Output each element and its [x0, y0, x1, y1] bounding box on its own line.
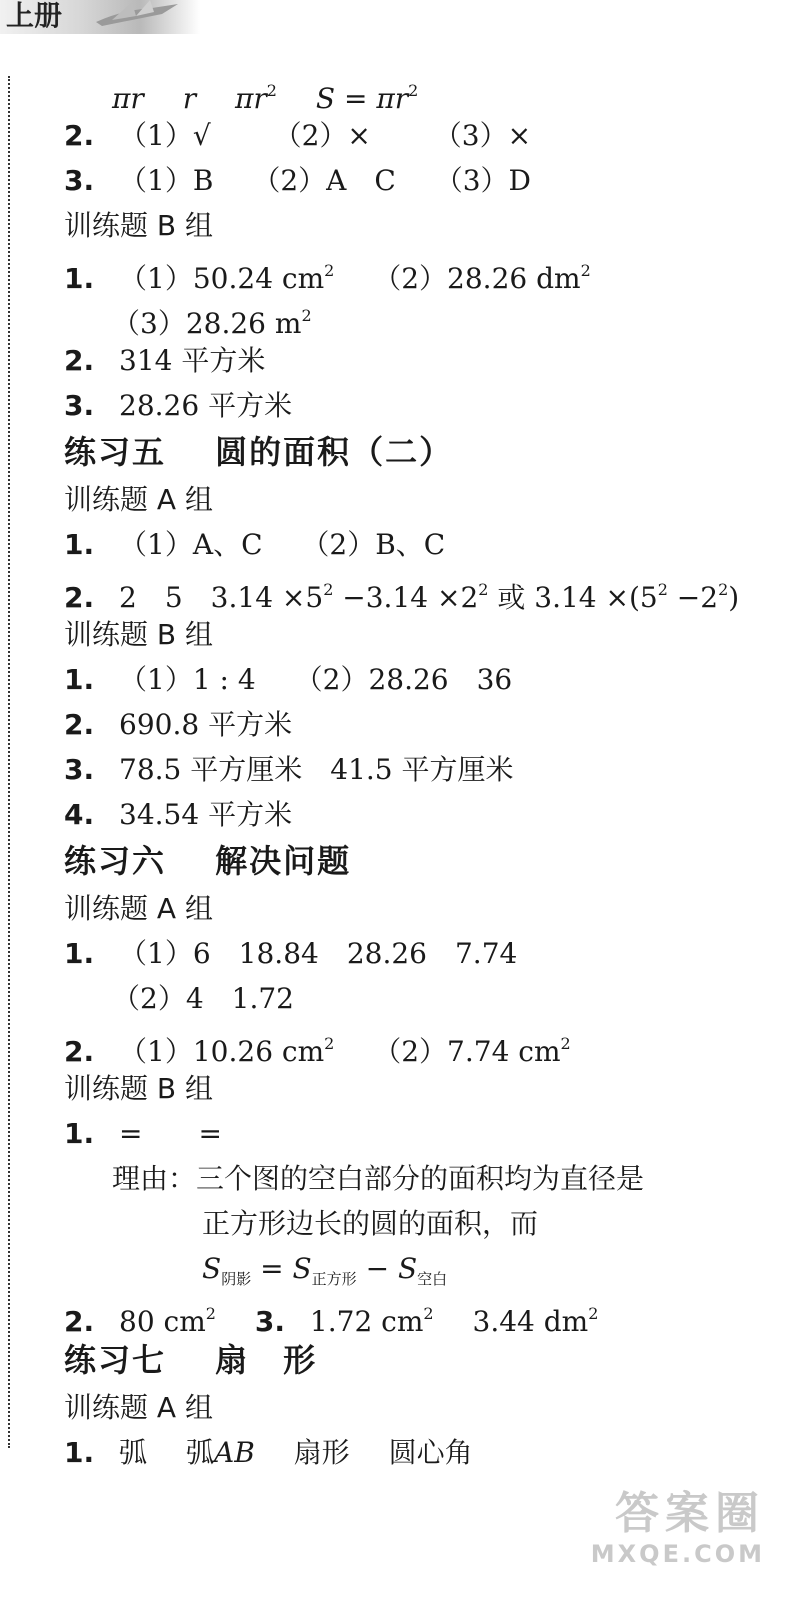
- superscript: 2: [324, 1034, 335, 1053]
- answer-text: 34.54 平方米: [119, 798, 293, 831]
- superscript: 2: [301, 306, 312, 325]
- answer-line: [64, 1021, 764, 1066]
- formula-text: −: [356, 1252, 398, 1285]
- answer-line: [64, 976, 764, 1021]
- question-number: 3.: [64, 753, 95, 786]
- answer-line: [64, 293, 764, 338]
- question-number: 1.: [64, 262, 95, 295]
- answer-line: [64, 702, 764, 747]
- formula-text: 或 3.14 ×(5: [488, 581, 658, 614]
- answer-text: （2）A C: [252, 164, 396, 197]
- group-subheading: 训练题 A 组: [64, 1391, 213, 1424]
- section-heading: [64, 1336, 764, 1385]
- question-number: 2.: [64, 708, 95, 741]
- answer-line: [64, 792, 764, 837]
- question-number: 2.: [64, 1035, 95, 1068]
- ship-decoration-icon: [92, 0, 182, 30]
- answer-text: （2）7.74 cm: [373, 1035, 561, 1068]
- superscript: 2: [205, 1304, 216, 1323]
- formula-text: 2 5 3.14 ×5: [119, 581, 324, 614]
- answer-text: 690.8 平方米: [119, 708, 293, 741]
- superscript: 2: [324, 261, 335, 280]
- superscript: 2: [266, 81, 277, 100]
- formula-text: =: [251, 1252, 293, 1285]
- answer-text: 1.72 cm: [309, 1305, 424, 1338]
- formula-text: S: [292, 1252, 312, 1285]
- superscript: 2: [580, 261, 591, 280]
- answer-text: = =: [119, 1117, 222, 1150]
- answer-line: [64, 338, 764, 383]
- header-label: 上册: [6, 0, 63, 32]
- watermark-url-text: MXQE.COM: [590, 1540, 765, 1568]
- answer-line: [64, 522, 764, 567]
- answer-content: [64, 68, 764, 1475]
- superscript: 2: [657, 580, 668, 599]
- question-number: 3.: [64, 389, 95, 422]
- question-number: 1.: [64, 663, 95, 696]
- answer-text: （2）B、C: [301, 528, 446, 561]
- binding-margin-dotted-line: [8, 76, 10, 1448]
- group-subheading: 训练题 B 组: [64, 209, 214, 242]
- answer-line: [64, 113, 764, 158]
- answer-line: [64, 657, 764, 702]
- answer-text: （1）10.26 cm: [119, 1035, 325, 1068]
- subscript: 阴影: [221, 1270, 252, 1288]
- site-watermark: [565, 1488, 765, 1578]
- section-heading: [64, 428, 764, 477]
- section-title: 圆的面积（二）: [215, 433, 454, 471]
- section-number: 练习七: [64, 1341, 167, 1379]
- answer-text: 圆心角: [388, 1436, 473, 1469]
- answer-text: AB: [213, 1436, 255, 1469]
- formula-text: −2: [667, 581, 719, 614]
- answer-line: [64, 158, 764, 203]
- question-number: 3.: [254, 1305, 286, 1338]
- answer-text: （1）50.24 cm: [119, 262, 325, 295]
- formula-text: S = πr: [315, 82, 409, 115]
- question-number: 1.: [64, 1436, 95, 1469]
- answer-text: 78.5 平方厘米 41.5 平方厘米: [119, 753, 514, 786]
- superscript: 2: [408, 81, 419, 100]
- answer-text: （1）6 18.84 28.26 7.74: [119, 937, 518, 970]
- group-subheading: 训练题 B 组: [64, 618, 214, 651]
- question-number: 2.: [64, 119, 95, 152]
- answer-text: （1）B: [119, 164, 214, 197]
- superscript: 2: [423, 1304, 434, 1323]
- question-number: 1.: [64, 1117, 95, 1150]
- superscript: 2: [560, 1034, 571, 1053]
- answer-text: πr: [112, 82, 144, 115]
- group-subheading: 训练题 A 组: [64, 483, 213, 516]
- group-subheading: 训练题 A 组: [64, 892, 213, 925]
- question-number: 2.: [64, 581, 95, 614]
- question-number: 2.: [64, 344, 95, 377]
- superscript: 2: [478, 580, 489, 599]
- answer-line: [64, 1291, 764, 1336]
- answer-line: [64, 567, 764, 612]
- answer-text: （1）A、C: [119, 528, 263, 561]
- question-number: 3.: [64, 164, 95, 197]
- section-title: 扇 形: [215, 1341, 318, 1379]
- section-number: 练习六: [64, 842, 167, 880]
- formula-text: S: [397, 1252, 418, 1285]
- group-subheading: 训练题 B 组: [64, 1072, 214, 1105]
- answer-text: （3）D: [434, 164, 531, 197]
- answer-text: r: [182, 82, 197, 115]
- question-number: 1.: [64, 528, 95, 561]
- subscript: 空白: [417, 1270, 448, 1288]
- answer-text: （3）×: [433, 119, 532, 152]
- watermark-logo-text: 答案圈: [615, 1488, 765, 1539]
- superscript: 2: [323, 580, 334, 599]
- answer-line: [64, 1430, 764, 1475]
- answer-text: （2）4 1.72: [112, 982, 294, 1015]
- question-number: 4.: [64, 798, 95, 831]
- answer-text: （2）28.26 dm: [373, 262, 581, 295]
- superscript: 2: [718, 580, 729, 599]
- answer-line: [64, 1156, 764, 1201]
- answer-text: （3）28.26 m: [112, 307, 302, 340]
- answer-text: πr: [235, 82, 267, 115]
- superscript: 2: [588, 1304, 599, 1323]
- header-banner: [0, 0, 200, 34]
- section-number: 练习五: [64, 433, 167, 471]
- formula-text: ): [728, 581, 740, 614]
- answer-line: [64, 747, 764, 792]
- section-heading: [64, 837, 764, 886]
- answer-line: [64, 68, 764, 113]
- answer-text: （1）√: [119, 119, 211, 152]
- answer-text: 弧: [119, 1436, 148, 1469]
- answer-line: [64, 1246, 764, 1291]
- formula-text: S: [202, 1252, 222, 1285]
- subscript: 正方形: [311, 1270, 357, 1288]
- answer-text: 28.26 平方米: [119, 389, 293, 422]
- answer-line: [64, 1111, 764, 1156]
- answer-text: （1）1 : 4: [119, 663, 256, 696]
- reason-text: 正方形边长的圆的面积，而: [202, 1207, 539, 1240]
- answer-line: [64, 931, 764, 976]
- answer-text: 314 平方米: [119, 344, 266, 377]
- answer-text: （2）28.26 36: [294, 663, 513, 696]
- formula-text: −3.14 ×2: [333, 581, 479, 614]
- answer-line: [64, 383, 764, 428]
- section-title: 解决问题: [215, 842, 352, 880]
- question-number: 1.: [64, 937, 95, 970]
- question-number: 2.: [64, 1305, 95, 1338]
- answer-line: [64, 1201, 764, 1246]
- answer-text: 扇形: [293, 1436, 350, 1469]
- answer-text: 3.44 dm: [472, 1305, 589, 1338]
- answer-text: 80 cm: [119, 1305, 206, 1338]
- answer-line: [64, 248, 764, 293]
- answer-text: （2）×: [273, 119, 371, 152]
- answer-text: 弧: [185, 1436, 214, 1469]
- reason-text: 理由：三个图的空白部分的面积均为直径是: [112, 1162, 645, 1195]
